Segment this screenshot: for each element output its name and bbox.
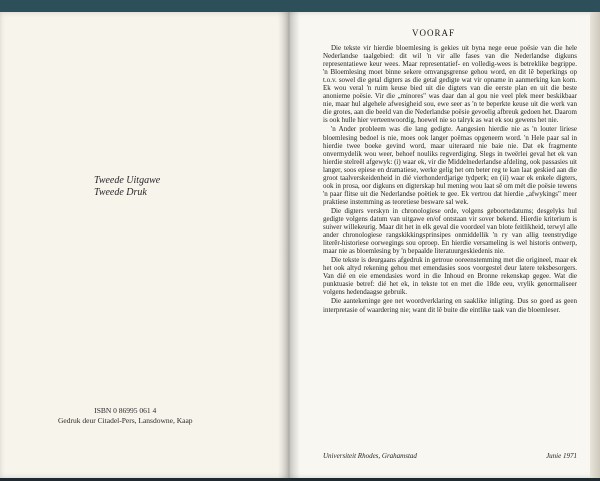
printing-line: Tweede Druk	[94, 187, 147, 198]
edition-info	[94, 175, 160, 199]
preface-text	[323, 44, 577, 315]
paragraph: Die tekste vir hierdie bloemlesing is gekies uit byna nege eeue poësie van die hele Nederlandse taalgebied: dit wil 'n vir alle fases van die Nederlandse digkuns representatiewe keur wees. Maar representatief- en volledig-wees is betreklike begrippe. 'n Bloemlesing moet binne sekere omvangsgrense gehou word, en dit lê beperkings op t.o.v. sowel die getal digters as die getal gedigte wat vir opname in aanmerking kan kom. Ek wou veral 'n ruim keuse bied uit die digters van die eerste plan en uit die beste anonieme poësie. Vir die „minores" was daar dan al gou nie veel plek meer beskikbaar nie, maar hul algehele afwesigheid sou, ewe seer as 'n te beperkte keuse uit die werk van die grotes, aan die beeld van die Nederlandse poësie gevoelig afbreuk gedoen het. Daarom is ook hulle hier verteenwoordig, hoewel nie so talryk as wat ek sou gewens het nie.	[323, 44, 577, 125]
isbn: ISBN 0 86995 061 4	[94, 406, 157, 415]
page-title: VOORAF	[412, 28, 456, 38]
book-cover-edge	[0, 0, 600, 12]
paragraph: Die aantekeninge gee net woordverklaring en saaklike inligting. Dus so goed as geen interpretasie of waardering nie; want dit lê buite die eintlike taak van die bloemleser.	[323, 297, 577, 314]
paragraph: Die tekste is deurgaans afgedruk in getroue ooreenstemming met die origineel, maar ek het ook altyd rekening gehou met emendasies soos voorgestel deur latere teksbesorgers. Van dié en eie emendasies word in die Inhoud en Bronne rekenskap gegee. Wat die punktuasie betref: dié het ek, in tekste tot en met die 18de eeu, vrylik genormaliseer volgens hedendaagse gebruik.	[323, 256, 577, 297]
paragraph: 'n Ander probleem was die lang gedigte. Aangesien hierdie nie as 'n louter liriese bloemlesing bedoel is nie, moes ook langer poëmas opgeneem word. 'n Hele paar sal in hierdie twee boeke gevind word, maar uiteraard nie baie nie. Dat ek fragmente onvermydelik wou weer, behoef nouliks regverdiging. Slegs in tweërlei geval het ek van hierdie stelreël afgewyk: (i) waar ek, vir die Middelnederlandse afdeling, ook passasies uit langer, soos epiese en dramatiese, werke gelig het om beter reg te kan laat geskied aan die groot taalverskeidenheid in dié vierhonderdjarige tydperk; en (ii) waar ek enkele digters, ook in prosa, oor digkuns en digterskap hul mening wou laat sê om mét die poësie tewens 'n paar flitse uit die Nederlandse poëtiek te gee. Ek vertrou dat hierdie „afwykings" meer praktiese instemming as teoretiese besware sal wek.	[323, 125, 577, 206]
paragraph: Die digters verskyn in chronologiese orde, volgens geboortedatums; desgelyks hul gedigte volgens datum van uitgawe en/of ontstaan vir sover bekend. Hierdie kriterium is suiwer willekeurig. Maar dit het in elk geval die voordeel van blote feitlikheid, terwyl alle ander chronologiese rangskikkingsprinsipes onmiddellik 'n ry van allig teenstrydige literêr-historiese oorwegings sou oproep. En hierdie versameling is wel historis ontwerp, maar nie as bloemlesing by 'n bepaalde literatuurgeskiedenis nie.	[323, 206, 577, 256]
signature-place: Universiteit Rhodes, Grahamstad	[323, 452, 417, 460]
printer-line: Gedruk deur Citadel-Pers, Lansdowne, Kaap	[58, 416, 193, 425]
book-gutter	[278, 12, 300, 478]
page-edges	[590, 12, 600, 478]
signature-date: Junie 1971	[546, 452, 577, 460]
imprint	[58, 406, 193, 426]
edition-line: Tweede Uitgawe	[94, 175, 161, 186]
